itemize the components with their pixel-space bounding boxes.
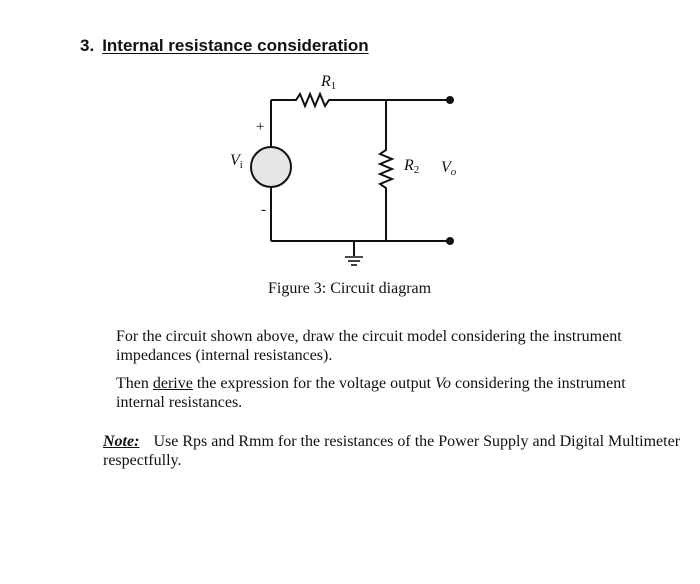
section-number: 3. bbox=[80, 36, 95, 55]
plus-sign: + bbox=[256, 119, 265, 135]
output-terminal-bottom bbox=[446, 237, 454, 245]
voltage-source bbox=[251, 147, 291, 187]
note-text: Use Rps and Rmm for the resistances of the Power Supply and Digital Multimeter respectfully. bbox=[103, 433, 681, 469]
note-paragraph bbox=[103, 432, 683, 470]
r1-label: R1 bbox=[321, 73, 337, 92]
output-terminal-top bbox=[446, 96, 454, 104]
paragraph-instructions: For the circuit shown above, draw the circuit model considering the instrument impedances (internal resistances). bbox=[116, 328, 622, 364]
section-title: Internal resistance consideration bbox=[102, 36, 369, 55]
note-label: Note: bbox=[103, 433, 140, 450]
resistor-r2 bbox=[380, 100, 392, 241]
ground-symbol bbox=[345, 257, 363, 265]
resistor-r1 bbox=[271, 94, 386, 106]
vo-label: Vo bbox=[441, 159, 457, 178]
figure-caption: Figure 3: Circuit diagram bbox=[268, 280, 432, 297]
r2-label: R2 bbox=[404, 157, 420, 176]
paragraph-derive: Then derive the expression for the voltage output Vo considering the instrument internal resistances. bbox=[116, 375, 626, 411]
vi-label: Vi bbox=[230, 152, 243, 171]
minus-sign: - bbox=[261, 202, 266, 218]
